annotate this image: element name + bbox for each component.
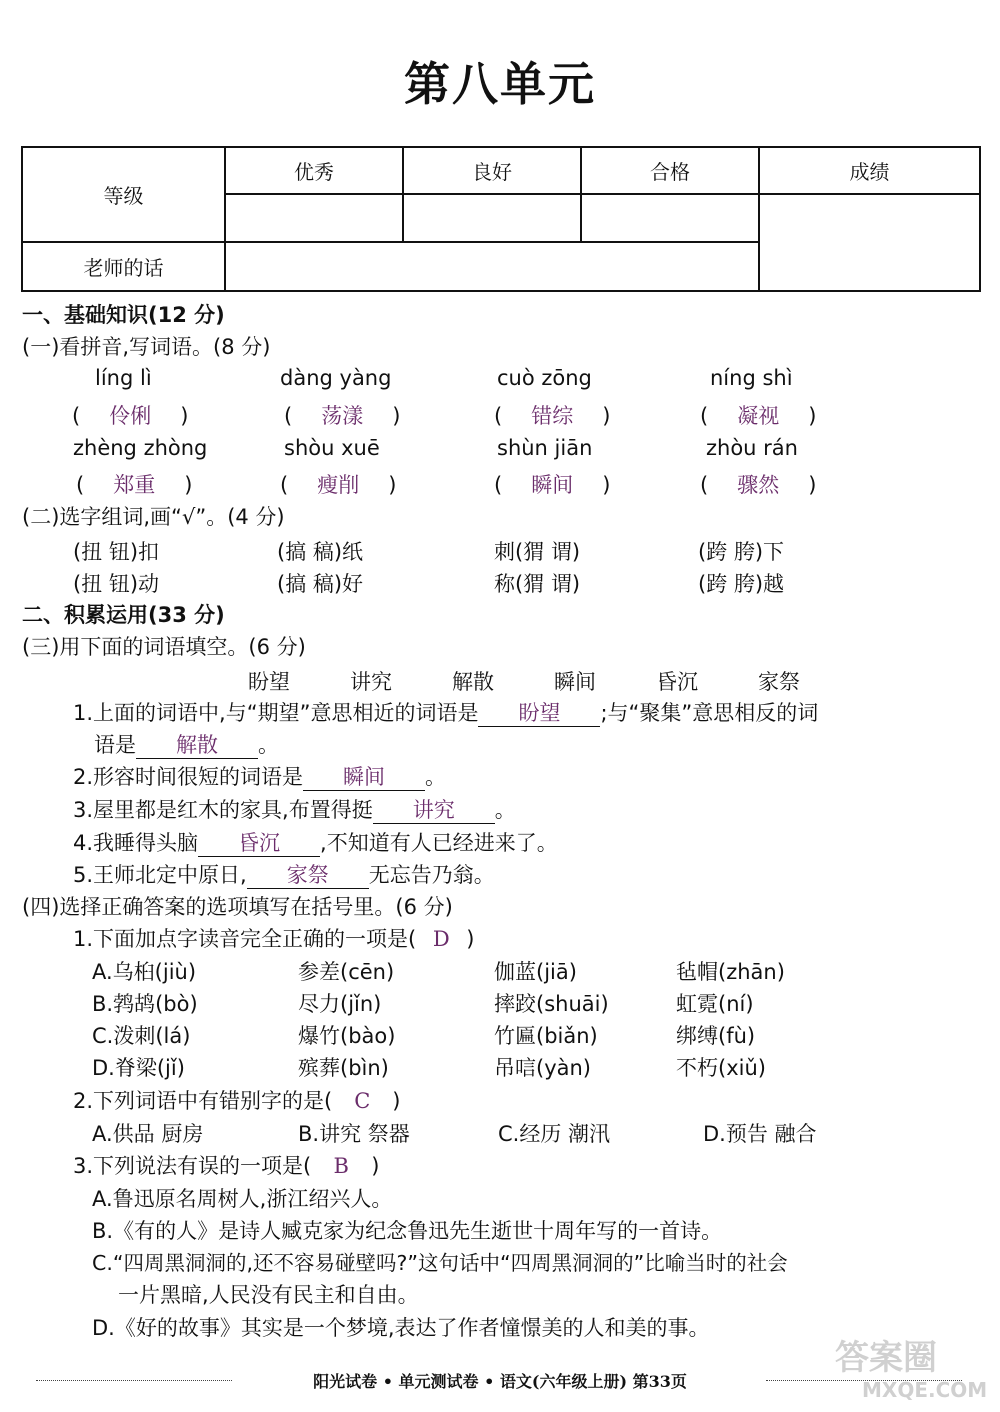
q3-heading: (三)用下面的词语填空。(6 分): [22, 635, 306, 659]
q4-heading: (四)选择正确答案的选项填写在括号里。(6 分): [22, 895, 453, 919]
fill-text: 3.屋里都是红木的家具,布置得挺: [73, 798, 373, 822]
question-text: 3.下列说法有误的一项是(: [73, 1154, 312, 1178]
word-choice: (跨 胯)越: [698, 572, 785, 596]
word-bank-item: 解散: [452, 670, 494, 694]
fill-text: 5.王师北定中原日,: [73, 863, 247, 887]
option: A.鲁迅原名周树人,浙江绍兴人。: [92, 1187, 393, 1211]
word-bank-item: 瞬间: [554, 670, 596, 694]
answer-box: ( 郑重 ): [76, 469, 192, 499]
option: D.脊梁(jǐ): [92, 1056, 185, 1080]
fill-text: ,不知道有人已经进来了。: [320, 831, 558, 855]
word-bank-item: 昏沉: [656, 670, 698, 694]
option: 毡帽(zhān): [676, 960, 785, 984]
page-title: 第八单元: [404, 57, 596, 111]
page-footer: 阳光试卷 • 单元测试卷 • 语文(六年级上册) 第33页: [313, 1372, 687, 1391]
fill-text: 2.形容时间很短的词语是: [73, 765, 304, 789]
word-choice: (扭 钮)动: [73, 572, 160, 596]
answer-word: 瘦削: [317, 473, 360, 497]
grade-pass-cell: [581, 194, 759, 242]
answer-word: 骤然: [737, 473, 780, 497]
fill-item-5: [73, 860, 495, 890]
grade-good-cell: [403, 194, 581, 242]
fill-blank: 解散: [136, 732, 258, 759]
option: 虹霓(ní): [676, 992, 754, 1016]
word-choice: 刺(猬 谓): [494, 540, 581, 564]
word-choice: (搞 稿)好: [277, 572, 364, 596]
fill-item-3: [73, 795, 516, 825]
answer-box: ( 伶俐 ): [72, 400, 188, 430]
choice-answer: D: [432, 927, 450, 951]
fill-text: 1.上面的词语中,与“期望”意思相近的词语是: [73, 701, 479, 725]
word-bank-item: 盼望: [248, 670, 290, 694]
pinyin: zhèng zhòng: [73, 436, 208, 460]
answer-box: ( 荡漾 ): [284, 400, 400, 430]
grade-excellent: 优秀: [225, 147, 403, 194]
answer-word: 凝视: [737, 404, 780, 428]
option: 竹匾(biǎn): [494, 1024, 598, 1048]
choice-answer: C: [354, 1089, 371, 1113]
fill-text: 。: [494, 798, 516, 822]
word-choice: (跨 胯)下: [698, 540, 785, 564]
option: 参差(cēn): [298, 960, 395, 984]
option: C.泼刺(lá): [92, 1024, 191, 1048]
fill-blank: 瞬间: [303, 764, 425, 791]
grade-good: 良好: [403, 147, 581, 194]
word-choice: (扭 钮)扣: [73, 540, 160, 564]
fill-text: 。: [425, 765, 447, 789]
option-cont: 一片黑暗,人民没有民主和自由。: [118, 1283, 419, 1307]
word-choice: (搞 稿)纸: [277, 540, 364, 564]
word-choice: 称(猬 谓): [494, 572, 581, 596]
answer-word: 瞬间: [531, 473, 574, 497]
fill-blank: 讲究: [373, 797, 495, 824]
choice-answer: B: [333, 1154, 349, 1178]
option: C.“四周黑洞洞的,还不容易碰壁吗?”这句话中“四周黑洞洞的”比喻当时的社会: [92, 1251, 788, 1275]
option: 不朽(xiǔ): [676, 1056, 766, 1080]
pinyin: níng shì: [710, 366, 793, 390]
score-label: 成绩: [759, 147, 980, 194]
answer-box: ( 错综 ): [494, 400, 610, 430]
question-text: 1.下面加点字读音完全正确的一项是(: [73, 927, 417, 951]
comment-label: 老师的话: [22, 242, 225, 291]
option: 吊唁(yàn): [494, 1056, 591, 1080]
answer-box: ( 骤然 ): [700, 469, 816, 499]
choice-question-3: [73, 1151, 379, 1181]
answer-box: ( 瘦削 ): [280, 469, 396, 499]
grade-pass: 合格: [581, 147, 759, 194]
score-cell: [759, 194, 980, 291]
fill-item-4: [73, 828, 558, 858]
option: B.《有的人》是诗人臧克家为纪念鲁迅先生逝世十周年写的一首诗。: [92, 1219, 723, 1243]
question-text: ): [466, 927, 475, 951]
level-label: 等级: [22, 147, 225, 242]
question-text: 2.下列词语中有错别字的是(: [73, 1089, 333, 1113]
word-bank-item: 讲究: [350, 670, 392, 694]
option: B.鹁鸪(bò): [92, 992, 198, 1016]
choice-question-2: [73, 1086, 400, 1116]
pinyin: shòu xuē: [284, 436, 380, 460]
fill-blank: 昏沉: [198, 830, 320, 857]
option: 尽力(jǐn): [298, 992, 382, 1016]
option: 绑缚(fù): [676, 1024, 756, 1048]
option: 伽蓝(jiā): [494, 960, 577, 984]
choice-question-1: [73, 924, 474, 954]
answer-word: 错综: [531, 404, 574, 428]
option: 爆竹(bào): [298, 1024, 396, 1048]
pinyin: dàng yàng: [280, 366, 392, 390]
watermark-url: MXQE.COM: [862, 1378, 988, 1402]
fill-text: 无忘告乃翁。: [368, 863, 495, 887]
section-1-heading: 一、基础知识(12 分): [22, 303, 225, 327]
option: D.预告 融合: [703, 1122, 817, 1146]
fill-item-1-cont: [94, 730, 279, 760]
pinyin: cuò zōng: [497, 366, 592, 390]
grade-table: [21, 146, 981, 292]
option: 摔跤(shuāi): [494, 992, 609, 1016]
q1-heading: (一)看拼音,写词语。(8 分): [22, 335, 271, 359]
q2-heading: (二)选字组词,画“√”。(4 分): [22, 505, 285, 529]
fill-blank: 盼望: [478, 700, 600, 727]
watermark: 答案圈: [835, 1338, 937, 1378]
option: D.《好的故事》其实是一个梦境,表达了作者憧憬美的人和美的事。: [92, 1316, 710, 1340]
option: C.经历 潮汛: [498, 1122, 611, 1146]
fill-item-2: [73, 762, 446, 792]
pinyin: shùn jiān: [497, 436, 593, 460]
word-bank-item: 家祭: [758, 670, 800, 694]
question-text: ): [392, 1089, 401, 1113]
option: A.乌桕(jiù): [92, 960, 197, 984]
fill-item-1: [73, 698, 818, 728]
fill-text: ;与“聚集”意思相反的词: [600, 701, 819, 725]
fill-text: 语是: [94, 733, 136, 757]
fill-text: 4.我睡得头脑: [73, 831, 199, 855]
question-text: ): [371, 1154, 380, 1178]
option: A.供品 厨房: [92, 1122, 204, 1146]
answer-word: 荡漾: [321, 404, 364, 428]
option: 殡葬(bìn): [298, 1056, 389, 1080]
section-2-heading: 二、积累运用(33 分): [22, 603, 225, 627]
option: B.讲究 祭器: [298, 1122, 410, 1146]
fill-blank: 家祭: [247, 862, 369, 889]
answer-word: 郑重: [113, 473, 156, 497]
fill-text: 。: [258, 733, 279, 757]
comment-cell: [225, 242, 759, 291]
answer-box: ( 瞬间 ): [494, 469, 610, 499]
answer-word: 伶俐: [109, 404, 152, 428]
pinyin: líng lì: [95, 366, 152, 390]
pinyin: zhòu rán: [706, 436, 798, 460]
grade-excellent-cell: [225, 194, 403, 242]
answer-box: ( 凝视 ): [700, 400, 816, 430]
